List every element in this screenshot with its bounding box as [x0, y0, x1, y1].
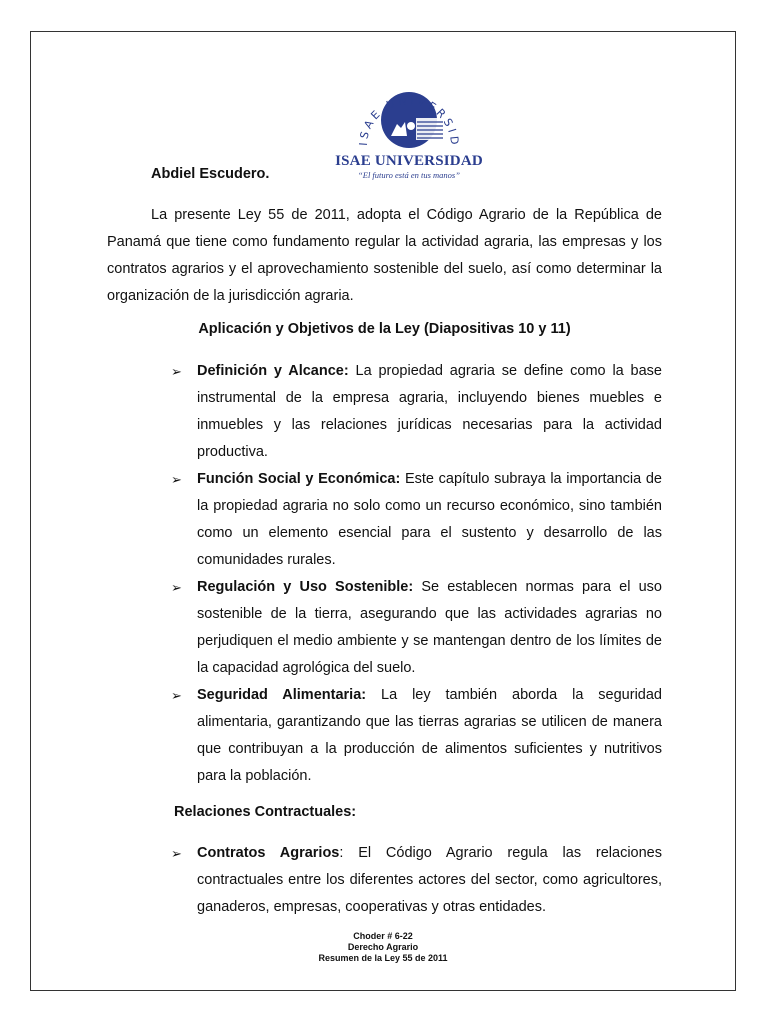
- author-name: Abdiel Escudero.: [151, 166, 270, 182]
- bullet-term: Seguridad Alimentaria:: [197, 687, 367, 703]
- footer-line-3: Resumen de la Ley 55 de 2011: [318, 953, 448, 963]
- bullet-text: : El Código Agrario regula las relaciones contractuales entre los diferentes actores del sector, como agricultores, ganaderos, empresas, cooperativas y otras entidades.: [197, 845, 662, 915]
- intro-paragraph: La presente Ley 55 de 2011, adopta el Código Agrario de la República de Panamá que tiene como fundamento regular la actividad agraria, las empresas y los contratos agrarios y el aprovechamiento sostenible del suelo, así como determinar la organización de la jurisdicción agraria.: [107, 207, 662, 304]
- document-page: [30, 31, 736, 991]
- bullet-term: Función Social y Económica:: [197, 471, 401, 487]
- objectives-list: [171, 358, 662, 790]
- contracts-list: [171, 840, 662, 921]
- logo-arc-text: ISAE UNIVERSID: [356, 93, 462, 149]
- logo-name: ISAE UNIVERSIDAD: [335, 153, 483, 169]
- list-item: [171, 358, 662, 466]
- arrow-bullet-icon: ➢: [171, 472, 182, 487]
- logo-emblem: [321, 62, 497, 154]
- arrow-bullet-icon: ➢: [171, 846, 182, 861]
- bullet-term: Regulación y Uso Sostenible:: [197, 579, 414, 595]
- university-logo: [321, 62, 497, 184]
- bullet-term: Definición y Alcance:: [197, 363, 349, 379]
- bullet-text: La ley también aborda la seguridad alimentaria, garantizando que las tierras agrarias se utilicen de manera que contribuyan a la producción de alimentos suficientes y nutritivos para la población.: [197, 687, 662, 784]
- list-item: [171, 574, 662, 682]
- footer-line-2: Derecho Agrario: [347, 942, 419, 952]
- subsection-title: Relaciones Contractuales:: [174, 804, 357, 820]
- bullet-text: Este capítulo subraya la importancia de la propiedad agraria no solo como un recurso económico, sino también como un elemento esencial para el sustento y desarrollo de las comunidades rurales.: [197, 471, 662, 568]
- list-item: [171, 840, 662, 921]
- bullet-term: Contratos Agrarios: [197, 845, 340, 861]
- section-title: Aplicación y Objetivos de la Ley (Diapositivas 10 y 11): [198, 321, 571, 337]
- gear-icon: [407, 122, 415, 130]
- arrow-bullet-icon: ➢: [171, 580, 182, 595]
- arrow-bullet-icon: ➢: [171, 688, 182, 703]
- logo-motto: “El futuro está en tus manos”: [358, 170, 460, 180]
- bullet-text: Se establecen normas para el uso sostenible de la tierra, asegurando que las actividades agrarias no perjudiquen el medio ambiente y se mantengan dentro de los límites de la capacidad agrológica del suelo.: [197, 579, 662, 676]
- footer-line-1: Choder # 6-22: [353, 931, 413, 941]
- list-item: [171, 466, 662, 574]
- page-footer: [31, 931, 735, 964]
- arrow-bullet-icon: ➢: [171, 364, 182, 379]
- bullet-text: La propiedad agraria se define como la base instrumental de la empresa agraria, incluyendo bienes muebles e inmuebles y las relaciones jurídicas necesarias para la actividad productiva.: [197, 363, 662, 460]
- list-item: [171, 682, 662, 790]
